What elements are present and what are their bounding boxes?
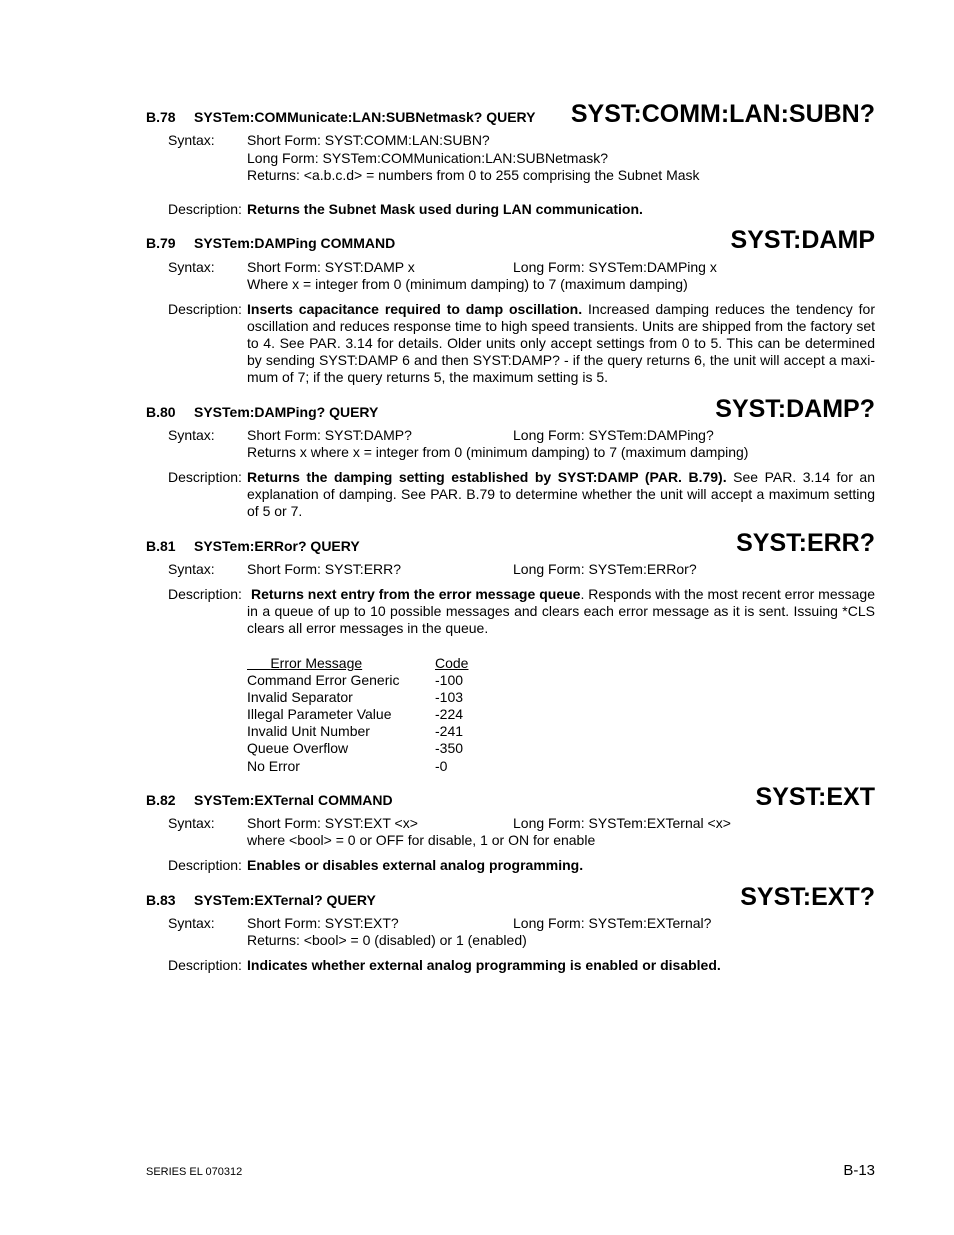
section-title: SYSTem:EXTernal COMMAND — [194, 792, 393, 808]
description-rest: See PAR. 3.14 for an explanation of damping. See PAR. B.79 to determine whether the unit will accept a maximum setting of 5 or 7. — [247, 469, 875, 519]
description-bold: Returns next entry from the error message queue — [250, 586, 581, 602]
description-rest: Increased damping reduces the tendency for oscillation and reduces response time to high speed transients. Units are shipped from the factory set to 4. See PAR. 3.14 for details. Older units only accept settings from 0 to 5. This can be determined by sending SYST:DAMP 6 and then SYST:DAMP? - if the query returns 6, the unit will accept a maxi-mum of 7; if the query returns 5, the maximum setting is 5. — [247, 301, 875, 385]
section-title: SYSTem:DAMPing? QUERY — [194, 404, 379, 420]
description-paragraph — [247, 301, 875, 386]
long-form: Long Form: SYSTem:ERRor? — [513, 561, 697, 577]
description-text: Returns the Subnet Mask used during LAN communication. — [247, 201, 643, 217]
returns-text: Returns x where x = integer from 0 (minimum damping) to 7 (maximum damping) — [247, 444, 749, 460]
description-bold: Inserts capacitance required to damp oscillation. — [247, 301, 583, 317]
description-label: Description: — [168, 857, 242, 873]
error-table-row-code: -350 — [435, 740, 464, 756]
error-table-row-message: Invalid Separator — [247, 689, 353, 705]
command-mnemonic-b82: SYST:EXT — [755, 783, 875, 811]
short-form: Short Form: SYST:EXT? — [247, 915, 399, 931]
section-heading-b78 — [146, 109, 536, 125]
where-text: Where x = integer from 0 (minimum damping) to 7 (maximum damping) — [247, 276, 688, 292]
error-table-row-message: No Error — [247, 758, 300, 774]
section-title: SYSTem:ERRor? QUERY — [194, 538, 360, 554]
syntax-label: Syntax: — [168, 259, 215, 275]
short-form: Short Form: SYST:COMM:LAN:SUBN? — [247, 132, 490, 148]
short-form: Short Form: SYST:ERR? — [247, 561, 402, 577]
short-form: Short Form: SYST:DAMP x — [247, 259, 415, 275]
section-number: B.83 — [146, 892, 176, 908]
description-label: Description: — [168, 586, 242, 602]
error-table-row-message: Invalid Unit Number — [247, 723, 370, 739]
where-text: where <bool> = 0 or OFF for disable, 1 or ON for enable — [247, 832, 596, 848]
description-rest: . Responds with the most recent error message in a queue of up to 10 possible messages and clears each error message as it is sent. Issuing *CLS clears all error messages in the queue. — [247, 586, 875, 636]
section-title: SYSTem:DAMPing COMMAND — [194, 235, 396, 251]
error-table-row-code: -241 — [435, 723, 464, 739]
returns-text: Returns: <a.b.c.d> = numbers from 0 to 255 comprising the Subnet Mask — [247, 167, 700, 183]
command-mnemonic-b78: SYST:COMM:LAN:SUBN? — [570, 100, 875, 128]
long-form: Long Form: SYSTem:EXTernal? — [513, 915, 712, 931]
section-heading-b83 — [146, 892, 376, 908]
syntax-label: Syntax: — [168, 815, 215, 831]
long-form: Long Form: SYSTem:DAMPing x — [513, 259, 717, 275]
section-title: SYSTem:EXTernal? QUERY — [194, 892, 376, 908]
section-heading-b80 — [146, 404, 378, 420]
error-table-row-message: Illegal Parameter Value — [247, 706, 392, 722]
description-text: Indicates whether external analog programming is enabled or disabled. — [247, 957, 721, 973]
error-table-row-code: -224 — [435, 706, 464, 722]
command-mnemonic-b81: SYST:ERR? — [736, 529, 875, 557]
description-label: Description: — [168, 957, 242, 973]
description-paragraph — [247, 469, 875, 520]
syntax-label: Syntax: — [168, 132, 215, 148]
footer-series: SERIES EL 070312 — [146, 1166, 243, 1178]
description-text: Enables or disables external analog programming. — [247, 857, 584, 873]
description-paragraph — [247, 586, 875, 637]
error-table-header-message: Error Message — [270, 655, 363, 671]
section-number: B.82 — [146, 792, 176, 808]
section-number: B.80 — [146, 404, 176, 420]
long-form: Long Form: SYSTem:DAMPing? — [513, 427, 714, 443]
description-bold: Returns the damping setting established by SYST:DAMP (PAR. B.79). — [247, 469, 727, 485]
section-number: B.81 — [146, 538, 176, 554]
description-label: Description: — [168, 301, 242, 317]
short-form: Short Form: SYST:EXT <x> — [247, 815, 418, 831]
long-form: Long Form: SYSTem:COMMunication:LAN:SUBNetmask? — [247, 150, 609, 166]
returns-text: Returns: <bool> = 0 (disabled) or 1 (enabled) — [247, 932, 527, 948]
error-table-row-code: -0 — [435, 758, 448, 774]
description-label: Description: — [168, 469, 242, 485]
error-table-header-code: Code — [435, 655, 469, 671]
error-table-row-message: Command Error Generic — [247, 672, 400, 688]
description-label: Description: — [168, 201, 242, 217]
section-number: B.79 — [146, 235, 176, 251]
section-heading-b82 — [146, 792, 393, 808]
long-form: Long Form: SYSTem:EXTernal <x> — [513, 815, 731, 831]
section-heading-b81 — [146, 538, 360, 554]
error-table-row-code: -103 — [435, 689, 464, 705]
command-mnemonic-b80: SYST:DAMP? — [715, 395, 875, 423]
syntax-label: Syntax: — [168, 427, 215, 443]
section-heading-b79 — [146, 235, 395, 251]
section-title: SYSTem:COMMunicate:LAN:SUBNetmask? QUERY — [194, 109, 536, 125]
command-mnemonic-b79: SYST:DAMP — [730, 226, 875, 254]
error-table-row-message: Queue Overflow — [247, 740, 349, 756]
error-table-row-code: -100 — [435, 672, 464, 688]
footer-page-number: B-13 — [843, 1162, 875, 1179]
command-mnemonic-b83: SYST:EXT? — [740, 883, 875, 911]
section-number: B.78 — [146, 109, 176, 125]
short-form: Short Form: SYST:DAMP? — [247, 427, 412, 443]
syntax-label: Syntax: — [168, 561, 215, 577]
syntax-label: Syntax: — [168, 915, 215, 931]
